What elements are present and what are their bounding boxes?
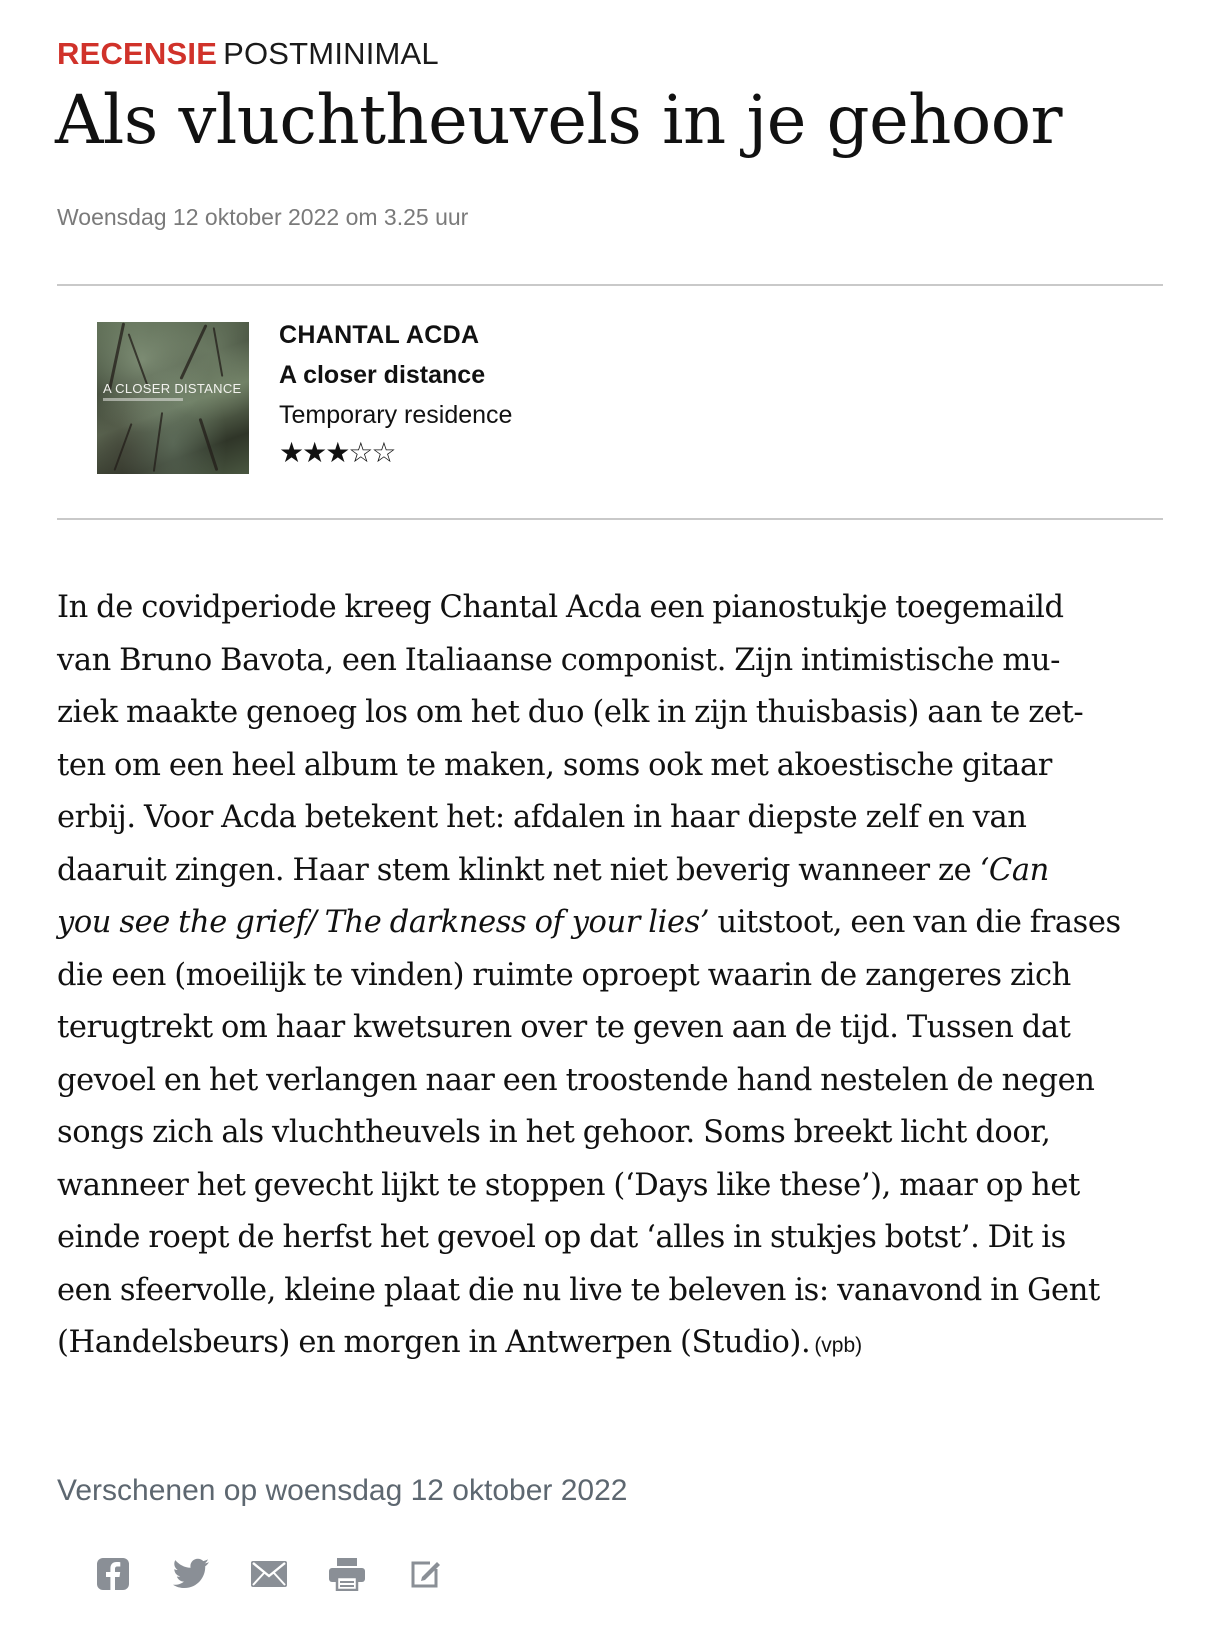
facebook-icon [96, 1557, 130, 1591]
edit-button[interactable] [407, 1556, 443, 1592]
share-bar [95, 1556, 443, 1592]
article-body [57, 582, 1163, 1373]
author-initials: (vpb) [814, 1334, 863, 1357]
edit-icon [408, 1557, 442, 1591]
headline: Als vluchtheuvels in je gehoor [55, 81, 1063, 159]
album-artist: CHANTAL ACDA [279, 321, 480, 349]
body-line: gevoel en het verlangen naar een troostende hand nestelen de negen [57, 1062, 1095, 1098]
print-button[interactable] [329, 1556, 365, 1592]
album-info [279, 318, 512, 470]
mail-share-button[interactable] [251, 1556, 287, 1592]
dateline: Woensdag 12 oktober 2022 om 3.25 uur [57, 204, 469, 230]
topic-label[interactable]: POSTMINIMAL [223, 36, 439, 71]
divider-bottom [57, 518, 1163, 520]
body-line: erbij. Voor Acda betekent het: afdalen in haar diepste zelf en van [57, 800, 1027, 835]
body-line: een sfeervolle, kleine plaat die nu live te beleven is: vanavond in Gent [57, 1272, 1100, 1308]
section-label[interactable]: RECENSIE [57, 36, 218, 71]
album-cover-text: A CLOSER DISTANCE [103, 381, 242, 396]
quote-start: ‘Can [979, 852, 1049, 888]
body-line [57, 897, 1163, 950]
divider-top [57, 284, 1163, 286]
mail-icon [250, 1560, 288, 1588]
body-line-text: daaruit zingen. Haar stem klinkt net niet beverig wanneer ze [57, 852, 972, 888]
album-title: A closer distance [279, 361, 486, 389]
published-date: Verschenen op woensdag 12 oktober 2022 [57, 1474, 628, 1507]
body-line-text: (Handelsbeurs) en morgen in Antwerpen (Studio). [57, 1325, 811, 1360]
quote-end: you see the grief/ The darkness of your lies’ [57, 905, 710, 940]
body-line-text: uitstoot, een van die frases [717, 905, 1121, 940]
body-line: wanneer het gevecht lijkt te stoppen (‘Days like these’), maar op het [57, 1167, 1080, 1203]
album-cover [97, 322, 249, 474]
print-icon [328, 1557, 366, 1591]
body-line: ziek maakte genoeg los om het duo (elk in zijn thuisbasis) aan te zet- [57, 695, 1084, 730]
body-line: die een (moeilijk te vinden) ruimte oproept waarin de zangeres zich [57, 957, 1071, 993]
kicker [57, 36, 439, 72]
body-line: In de covidperiode kreeg Chantal Acda een pianostukje toegemaild [57, 590, 1064, 625]
body-line: terugtrekt om haar kwetsuren over te geven aan de tijd. Tussen dat [57, 1010, 1071, 1045]
album-label: Temporary residence [279, 401, 513, 429]
body-line [57, 845, 1163, 898]
twitter-share-button[interactable] [173, 1556, 209, 1592]
body-line: van Bruno Bavota, een Italiaanse componist. Zijn intimistische mu- [57, 642, 1060, 678]
facebook-share-button[interactable] [95, 1556, 131, 1592]
body-line [57, 1317, 1163, 1373]
rating-stars: ★★★☆☆ [279, 436, 395, 469]
body-line: songs zich als vluchtheuvels in het gehoor. Soms breekt licht door, [57, 1115, 1051, 1150]
body-line: einde roept de herfst het gevoel op dat ‘alles in stukjes botst’. Dit is [57, 1220, 1066, 1255]
body-line: ten om een heel album te maken, soms ook met akoestische gitaar [57, 747, 1052, 783]
twitter-icon [172, 1558, 210, 1590]
